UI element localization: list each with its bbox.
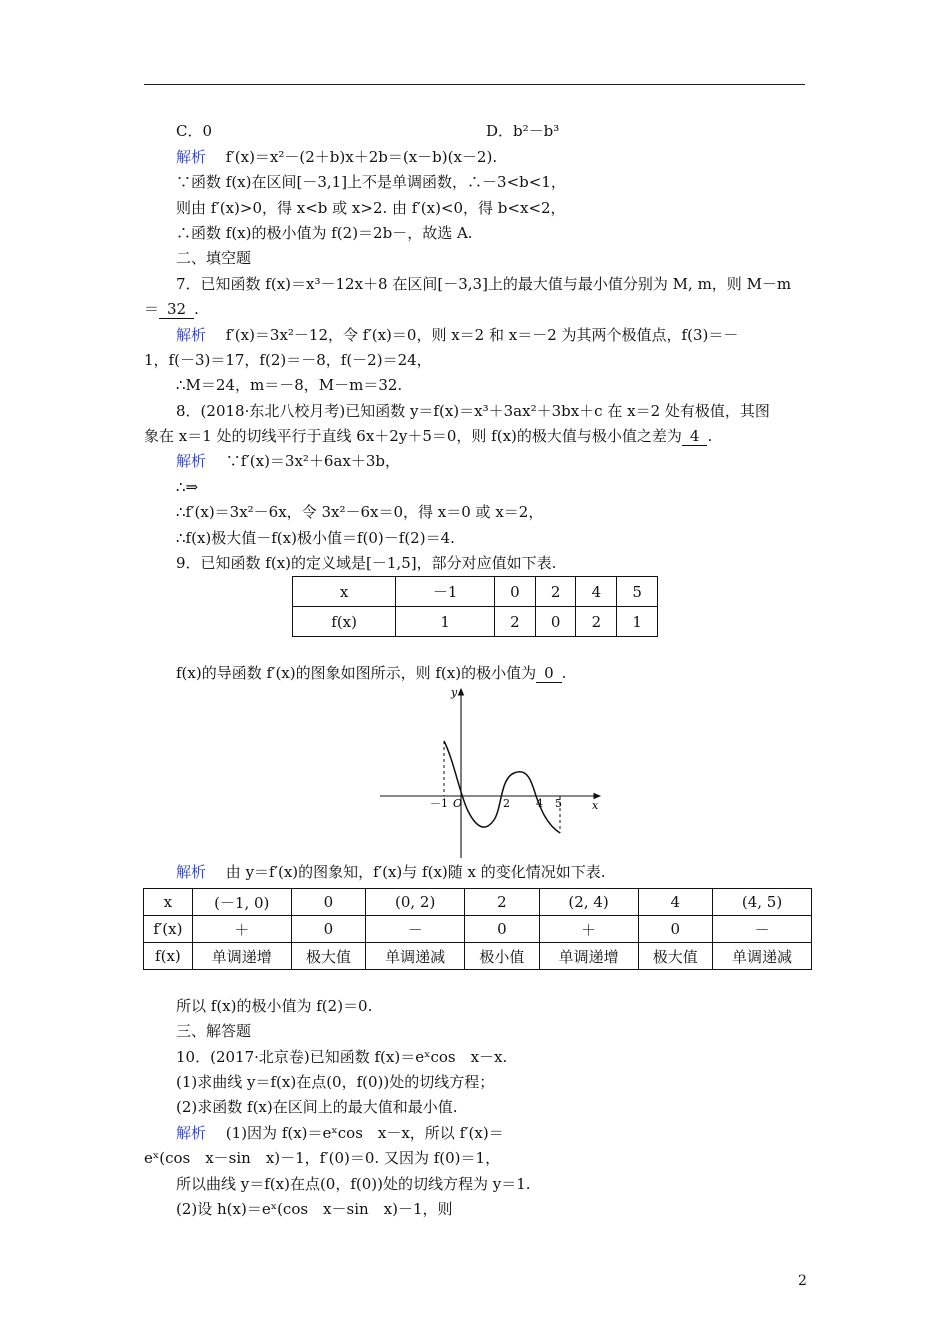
table-cell: x xyxy=(144,889,193,916)
text-line: (2)求函数 f(x)在区间上的最大值和最小值. xyxy=(176,1098,458,1116)
table-row xyxy=(293,607,658,637)
text-line: (2)设 h(x)＝eˣ(cos x－sin x)－1，则 xyxy=(176,1200,453,1218)
text-line: ∵函数 f(x)在区间[－3,1]上不是单调函数，∴－3<b<1， xyxy=(176,173,566,191)
text-line: 所以曲线 y＝f(x)在点(0，f(0))处的切线方程为 y＝1. xyxy=(176,1175,531,1193)
solution-tag: 解析 xyxy=(176,863,207,881)
text-line: 则由 f′(x)>0，得 x<b 或 x>2. 由 f′(x)<0，得 b<x<2， xyxy=(176,199,566,217)
table-cell: 2 xyxy=(535,577,576,607)
question-9-cont xyxy=(176,663,566,683)
header-rule xyxy=(144,84,805,85)
solution-tag: 解析 xyxy=(176,326,207,344)
table-cell: 2 xyxy=(494,607,535,637)
value-table xyxy=(292,576,658,637)
text-line: ∴函数 f(x)的极小值为 f(2)＝2b－，故选 A. xyxy=(176,224,473,242)
table-cell: 0 xyxy=(291,889,366,916)
variation-table xyxy=(143,888,812,970)
section-heading: 三、解答题 xyxy=(176,1022,252,1040)
solution-tag: 解析 xyxy=(176,148,207,166)
solution-tag: 解析 xyxy=(176,1124,207,1142)
answer-blank: 32 xyxy=(159,300,194,319)
text-line: ∴f′(x)＝3x²－6x，令 3x²－6x＝0，得 x＝0 或 x＝2， xyxy=(176,503,544,521)
table-cell: 极大值 xyxy=(638,943,713,970)
text-line: ∴M＝24，m＝－8，M－m＝32. xyxy=(176,376,403,394)
tick-label: 5 xyxy=(555,797,562,810)
table-cell: 5 xyxy=(617,577,658,607)
origin-label: O xyxy=(453,797,463,810)
table-cell: － xyxy=(366,916,465,943)
answer-blank: 4 xyxy=(682,427,708,446)
solution-line xyxy=(176,1123,504,1143)
question-text: f(x)的导函数 f′(x)的图象如图所示，则 f(x)的极小值为 xyxy=(176,664,537,682)
period: . xyxy=(707,427,713,445)
x-axis-label: x xyxy=(592,799,599,812)
table-cell: 单调递减 xyxy=(366,943,465,970)
question-10: 10．(2017·北京卷)已知函数 f(x)＝eˣcos x－x. xyxy=(176,1048,508,1066)
question-text: 象在 x＝1 处的切线平行于直线 6x＋2y＋5＝0，则 f(x)的极大值与极小值之差为 xyxy=(144,427,682,445)
table-cell: x xyxy=(293,577,396,607)
option-c: C．0 xyxy=(176,122,213,140)
solution-text: ∵f′(x)＝3x²＋6ax＋3b， xyxy=(225,452,401,470)
text-line: eˣ(cos x－sin x)－1，f′(0)＝0. 又因为 f(0)＝1， xyxy=(144,1149,501,1167)
equals: ＝ xyxy=(144,300,160,318)
solution-text: (1)因为 f(x)＝eˣcos x－x，所以 f′(x)＝ xyxy=(225,1124,504,1142)
answer-line xyxy=(144,299,199,319)
question-7: 7．已知函数 f(x)＝x³－12x＋8 在区间[－3,3]上的最大值与最小值分别为 M, m，则 M－m xyxy=(176,275,792,293)
solution-text: f′(x)＝3x²－12，令 f′(x)＝0，则 x＝2 和 x＝－2 为其两个极值点，f(3)＝－ xyxy=(225,326,739,344)
solution-text: 由 y＝f′(x)的图象知，f′(x)与 f(x)随 x 的变化情况如下表. xyxy=(225,863,606,881)
solution-line xyxy=(176,325,738,345)
option-d: D．b²－b³ xyxy=(486,122,560,140)
tick-label: 4 xyxy=(536,797,543,810)
table-cell: f(x) xyxy=(293,607,396,637)
table-cell: 单调递增 xyxy=(192,943,291,970)
question-9: 9．已知函数 f(x)的定义域是[－1,5]，部分对应值如下表. xyxy=(176,554,557,572)
solution-tag: 解析 xyxy=(176,452,207,470)
question-8-cont xyxy=(144,426,712,446)
table-row xyxy=(144,916,812,943)
period: . xyxy=(194,300,199,318)
table-cell: 1 xyxy=(617,607,658,637)
table-cell: (4, 5) xyxy=(713,889,812,916)
table-cell: 单调递增 xyxy=(539,943,638,970)
table-cell: 1 xyxy=(396,607,495,637)
table-cell: (2, 4) xyxy=(539,889,638,916)
table-cell: 0 xyxy=(638,916,713,943)
table-cell: 4 xyxy=(576,577,617,607)
solution-text: f′(x)＝x²－(2＋b)x＋2b＝(x－b)(x－2). xyxy=(225,148,498,166)
text-line: (1)求曲线 y＝f(x)在点(0，f(0))处的切线方程； xyxy=(176,1073,495,1091)
table-cell: f′(x) xyxy=(144,916,193,943)
table-cell: 4 xyxy=(638,889,713,916)
table-cell: ＋ xyxy=(539,916,638,943)
table-cell: 2 xyxy=(576,607,617,637)
table-cell: 0 xyxy=(535,607,576,637)
text-line: 1，f(－3)＝17，f(2)＝－8，f(－2)＝24， xyxy=(144,351,432,369)
text-line: ∴⇒ xyxy=(176,478,199,496)
table-cell: 0 xyxy=(494,577,535,607)
table-row xyxy=(144,889,812,916)
period: . xyxy=(561,664,567,682)
table-cell: 2 xyxy=(465,889,540,916)
text-line: ∴f(x)极大值－f(x)极小值＝f(0)－f(2)＝4. xyxy=(176,529,455,547)
table-cell: (0, 2) xyxy=(366,889,465,916)
table-cell: － xyxy=(713,916,812,943)
solution-line xyxy=(176,862,606,882)
answer-blank: 0 xyxy=(536,664,562,683)
table-row xyxy=(293,577,658,607)
table-cell: －1 xyxy=(396,577,495,607)
text-line: 所以 f(x)的极小值为 f(2)＝0. xyxy=(176,997,373,1015)
tick-label: 2 xyxy=(503,797,510,810)
solution-line xyxy=(176,147,497,167)
solution-line xyxy=(176,451,400,471)
table-cell: 0 xyxy=(291,916,366,943)
tick-label: －1 xyxy=(430,797,448,810)
table-cell: f(x) xyxy=(144,943,193,970)
table-cell: 0 xyxy=(465,916,540,943)
table-row xyxy=(144,943,812,970)
table-cell: 极大值 xyxy=(291,943,366,970)
table-cell: ＋ xyxy=(192,916,291,943)
section-heading: 二、填空题 xyxy=(176,249,252,267)
table-cell: 极小值 xyxy=(465,943,540,970)
derivative-graph xyxy=(378,683,610,863)
table-cell: 单调递减 xyxy=(713,943,812,970)
question-8: 8．(2018·东北八校月考)已知函数 y＝f(x)＝x³＋3ax²＋3bx＋c 在 x＝2 处有极值，其图 xyxy=(176,402,770,420)
page-number: 2 xyxy=(798,1273,807,1289)
table-cell: (－1, 0) xyxy=(192,889,291,916)
y-axis-label: y xyxy=(451,686,458,699)
